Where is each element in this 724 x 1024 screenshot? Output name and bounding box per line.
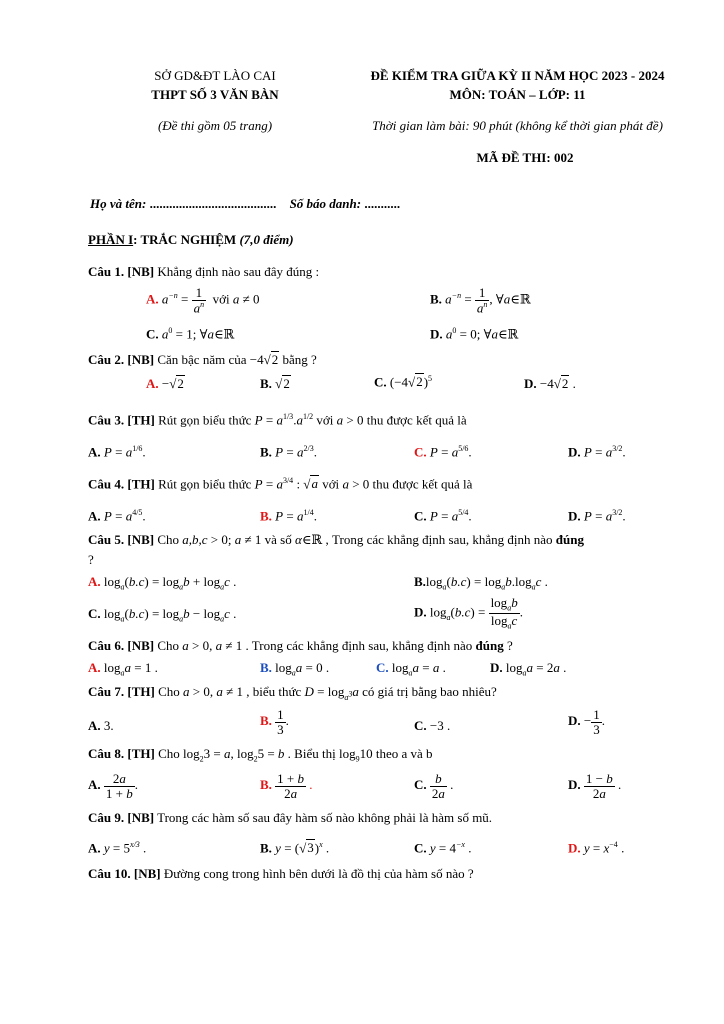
question-1: Câu 1. [NB] Khẳng định nào sau đây đúng : xyxy=(88,264,320,279)
q2-option-b[interactable]: B. √2 xyxy=(260,376,290,391)
q5-option-b[interactable]: $B.\log_a(b.c) = \log_ab.\log_ac$ . xyxy=(414,574,548,592)
q2-option-a[interactable]: A. −√2 xyxy=(146,376,184,391)
exam-duration: Thời gian làm bài: 90 phút (không kể thời gian phát đề) xyxy=(372,118,663,133)
q8-option-d[interactable]: D. $\frac{1 - b}{2a}$ . xyxy=(568,771,622,801)
q5-option-a[interactable]: A. $\log_a(b.c) = \log_ab + \log_ac$ . xyxy=(88,574,237,592)
question-3: Câu 3. [TH] Rút gọn biểu thức $P = a^{1/3}.a^{1/2}$ với a > 0 thu được kết quả là xyxy=(88,412,467,428)
q4-option-b[interactable]: B. $P = a^{1/4}$. xyxy=(260,508,317,524)
q6-option-b[interactable]: B. $\log_aa = 0$ . xyxy=(260,660,330,678)
question-5: Câu 5. [NB] Cho a,b,c > 0; a ≠ 1 và số α∈ℝ , Trong các khẳng định sau, khẳng định nào đúng xyxy=(88,532,584,547)
id-label: Số báo danh: xyxy=(289,196,362,211)
q4-option-a[interactable]: A. $P = a^{4/5}$. xyxy=(88,508,146,524)
question-9: Câu 9. [NB] Trong các hàm số sau đây hàm số nào không phải là hàm số mũ. xyxy=(88,810,493,825)
dept-name: SỞ GD&ĐT LÀO CAI xyxy=(154,68,276,83)
q3-option-b[interactable]: B. $P = a^{2/3}$. xyxy=(260,444,317,460)
q9-option-a[interactable]: A. $y = 5^{x/3}$ . xyxy=(88,840,147,856)
q7-option-b[interactable]: B. $\frac{1}{3}$ . xyxy=(260,707,289,737)
q1-option-d[interactable]: D. $a^0 = 0$; ∀a∈ℝ xyxy=(430,326,519,342)
question-7: Câu 7. [TH] Cho a > 0, a ≠ 1 , biểu thức $D = \log_{a^3}a$ có giá trị bằng bao nhiêu? xyxy=(88,684,497,702)
school-name: THPT SỐ 3 VĂN BÀN xyxy=(151,87,279,102)
id-field[interactable]: ........... xyxy=(364,196,401,211)
name-label: Họ và tên: xyxy=(90,196,147,211)
q5-question-mark: ? xyxy=(88,552,94,567)
part-title: PHẦN I: TRẮC NGHIỆM (7,0 điểm) xyxy=(88,232,294,247)
q6-option-c[interactable]: C. $\log_aa = a$ . xyxy=(376,660,446,678)
q1-option-c[interactable]: C. $a^0 = 1$; ∀a∈ℝ xyxy=(146,326,235,342)
question-4: Câu 4. [TH] Rút gọn biểu thức $P = a^{3/4}$ : √a với a > 0 thu được kết quả là xyxy=(88,476,473,492)
q9-option-b[interactable]: B. $y = (√3)^x$ . xyxy=(260,840,330,856)
question-8: Câu 8. [TH] Cho $\log_23 = a$, $\log_25 = b$ . Biểu thị $\log_910$ theo a và b xyxy=(88,746,433,764)
exam-subject: MÔN: TOÁN – LỚP: 11 xyxy=(449,87,586,102)
q7-option-a[interactable]: A. 3. xyxy=(88,718,114,733)
q6-option-a[interactable]: A. $\log_aa = 1$ . xyxy=(88,660,158,678)
q2-option-d[interactable]: D. −4√2 . xyxy=(524,376,576,391)
exam-code: MÃ ĐỀ THI: 002 xyxy=(476,150,574,165)
q3-option-c[interactable]: C. $P = a^{5/6}$. xyxy=(414,444,472,460)
q8-option-b[interactable]: B. $\frac{1 + b}{2a}$ . xyxy=(260,771,313,801)
q1-option-b[interactable]: B. $a^{-n}$ = $\frac{1}{a^n}$ , ∀a∈ℝ xyxy=(430,285,531,315)
q1-option-a[interactable]: A. $a^{-n}$ = $\frac{1}{a^n}$ với a ≠ 0 xyxy=(146,285,260,315)
q7-option-d[interactable]: D. − $\frac{1}{3}$ . xyxy=(568,707,605,737)
student-info-line xyxy=(90,196,400,212)
q3-option-d[interactable]: D. $P = a^{3/2}$. xyxy=(568,444,626,460)
name-field[interactable]: ....................................... xyxy=(149,196,277,211)
question-2: Câu 2. [NB] Căn bậc năm của −4√2 bằng ? xyxy=(88,352,317,367)
q8-option-a[interactable]: A. $\frac{2a}{1 + b}$ . xyxy=(88,771,138,801)
q4-option-c[interactable]: C. $P = a^{5/4}$. xyxy=(414,508,472,524)
q7-option-c[interactable]: C. −3 . xyxy=(414,718,451,733)
question-10: Câu 10. [NB] Đường cong trong hình bên dưới là đồ thị của hàm số nào ? xyxy=(88,866,474,881)
q5-option-c[interactable]: C. $\log_a(b.c) = \log_ab - \log_ac$ . xyxy=(88,606,237,624)
q5-option-d[interactable]: D. $\log_a(b.c)$ = $\frac{\log_ab}{\log_ac}$ . xyxy=(414,595,523,631)
q3-option-a[interactable]: A. $P = a^{1/6}$. xyxy=(88,444,146,460)
q6-option-d[interactable]: D. $\log_aa = 2a$ . xyxy=(490,660,567,678)
exam-title: ĐỀ KIỂM TRA GIỮA KỲ II NĂM HỌC 2023 - 2024 xyxy=(370,68,665,83)
pages-note: (Đề thi gồm 05 trang) xyxy=(157,118,273,133)
q4-option-d[interactable]: D. $P = a^{3/2}$. xyxy=(568,508,626,524)
q8-option-c[interactable]: C. $\frac{b}{2a}$ . xyxy=(414,771,454,801)
q9-option-d[interactable]: D. $y = x^{-4}$ . xyxy=(568,840,625,856)
q2-option-c[interactable]: C. $(-4√2)^5$ xyxy=(374,374,433,390)
question-6: Câu 6. [NB] Cho a > 0, a ≠ 1 . Trong các khẳng định sau, khẳng định nào đúng ? xyxy=(88,638,513,653)
q9-option-c[interactable]: C. $y = 4^{-x}$ . xyxy=(414,840,472,856)
